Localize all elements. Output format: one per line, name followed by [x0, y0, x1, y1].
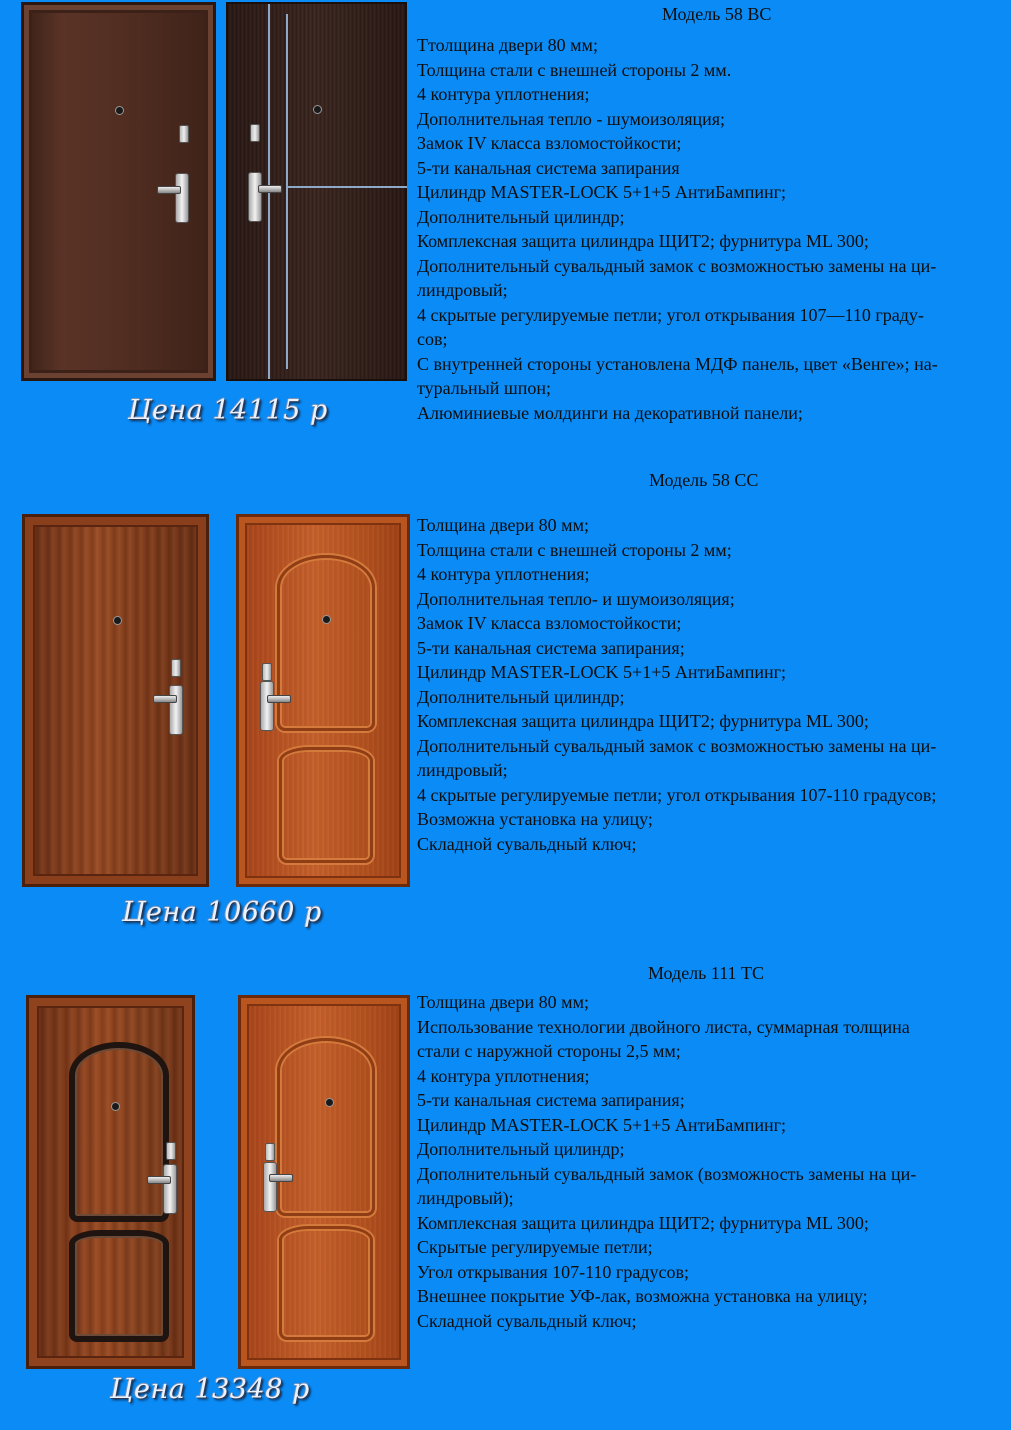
decorative-panel-bottom [69, 1230, 169, 1342]
model-title: Модель 58 ВС [662, 4, 772, 24]
spec-line: Угол открывания 107-110 градусов; [417, 1261, 689, 1282]
door-image-inside [238, 995, 410, 1369]
spec-line: стали с наружной стороны 2,5 мм; [417, 1041, 681, 1061]
spec-line: Замок IV класса взломостойкости; [417, 613, 682, 633]
price-label: Цена 13348 р [110, 1374, 310, 1405]
keyhole-icon [325, 1098, 334, 1107]
decorative-panel-top [277, 1038, 375, 1216]
spec-line: Цилиндр MASTER-LOCK 5+1+5 АнтиБампинг; [417, 182, 786, 202]
spec-line: Дополнительный цилиндр; [417, 1139, 625, 1159]
spec-line: Алюминиевые молдинги на декоративной панели; [417, 402, 803, 423]
decorative-panel-bottom [279, 1226, 373, 1340]
spec-line: Складной сувальдный ключ; [417, 833, 637, 854]
door-handle-lever-icon [147, 1176, 171, 1184]
spec-line: 5-ти канальная система запирания; [417, 1090, 685, 1110]
spec-line: Толщина стали с внешней стороны 2 мм; [417, 539, 732, 560]
spec-line: линдровый; [417, 280, 508, 300]
price-label: Цена 10660 р [122, 897, 322, 928]
spec-list [417, 990, 1009, 1333]
spec-line: Комплексная защита цилиндра ЩИТ2; фурнитура ML 300; [417, 1212, 869, 1233]
spec-line: 4 контура уплотнения; [417, 564, 590, 584]
spec-line: Ттолщина двери 80 мм; [417, 35, 598, 55]
spec-line: Дополнительный цилиндр; [417, 686, 625, 707]
spec-line: сов; [417, 329, 448, 349]
spec-line: туральный шпон; [417, 378, 551, 398]
spec-line: Дополнительный сувальдный замок (возможность замены на ци- [417, 1163, 917, 1184]
spec-line: Скрытые регулируемые петли; [417, 1237, 653, 1257]
spec-line: Толщина стали с внешней стороны 2 мм. [417, 59, 732, 80]
spec-line: Комплексная защита цилиндра ЩИТ2; фурнитура ML 300; [417, 231, 869, 251]
spec-line: 5-ти канальная система запирания; [417, 637, 685, 658]
door-handle-lever-icon [269, 1174, 293, 1182]
spec-line: линдровый); [417, 1188, 514, 1208]
spec-line: линдровый; [417, 760, 508, 780]
spec-line: Внешнее покрытие УФ-лак, возможна установка на улицу; [417, 1286, 868, 1306]
spec-line: Цилиндр MASTER-LOCK 5+1+5 АнтиБампинг; [417, 1114, 786, 1135]
price-label: Цена 14115 р [128, 395, 328, 426]
spec-line: 4 контура уплотнения; [417, 1065, 590, 1086]
spec-line: 4 скрытые регулируемые петли; угол открывания 107—110 граду- [417, 304, 924, 325]
spec-line: Дополнительный сувальдный замок с возможностью замены на ци- [417, 735, 937, 756]
keyhole-icon [111, 1102, 120, 1111]
spec-line: Толщина двери 80 мм; [417, 992, 589, 1012]
spec-line: Возможна установка на улицу; [417, 809, 653, 829]
spec-line: Цилиндр MASTER-LOCK 5+1+5 АнтиБампинг; [417, 662, 786, 682]
spec-line: Складной сувальдный ключ; [417, 1310, 637, 1331]
spec-line: Дополнительная тепло- и шумоизоляция; [417, 588, 735, 609]
spec-line: С внутренней стороны установлена МДФ панель, цвет «Венге»; на- [417, 353, 938, 374]
spec-line: 4 скрытые регулируемые петли; угол открывания 107-110 градусов; [417, 784, 937, 805]
model-title: Модель 58 СС [649, 470, 759, 490]
door-handle-plate-icon [163, 1164, 177, 1214]
spec-line: Толщина двери 80 мм; [417, 515, 589, 535]
spec-line: Дополнительный цилиндр; [417, 206, 625, 227]
spec-line: 4 контура уплотнения; [417, 84, 590, 104]
spec-line: Замок IV класса взломостойкости; [417, 133, 682, 153]
spec-line: 5-ти канальная система запирания [417, 157, 680, 178]
lock-cylinder-icon [265, 1143, 275, 1161]
spec-line: Дополнительный сувальдный замок с возможностью замены на ци- [417, 255, 937, 276]
model-title: Модель 111 ТС [648, 963, 765, 983]
decorative-panel-top [69, 1042, 169, 1222]
lock-cylinder-icon [166, 1142, 176, 1160]
door-image-outside [26, 995, 195, 1369]
door-handle-plate-icon [263, 1162, 277, 1212]
spec-line: Использование технологии двойного листа, суммарная толщина [417, 1016, 910, 1037]
spec-line: Комплексная защита цилиндра ЩИТ2; фурнитура ML 300; [417, 711, 869, 731]
spec-line: Дополнительная тепло - шумоизоляция; [417, 108, 726, 129]
